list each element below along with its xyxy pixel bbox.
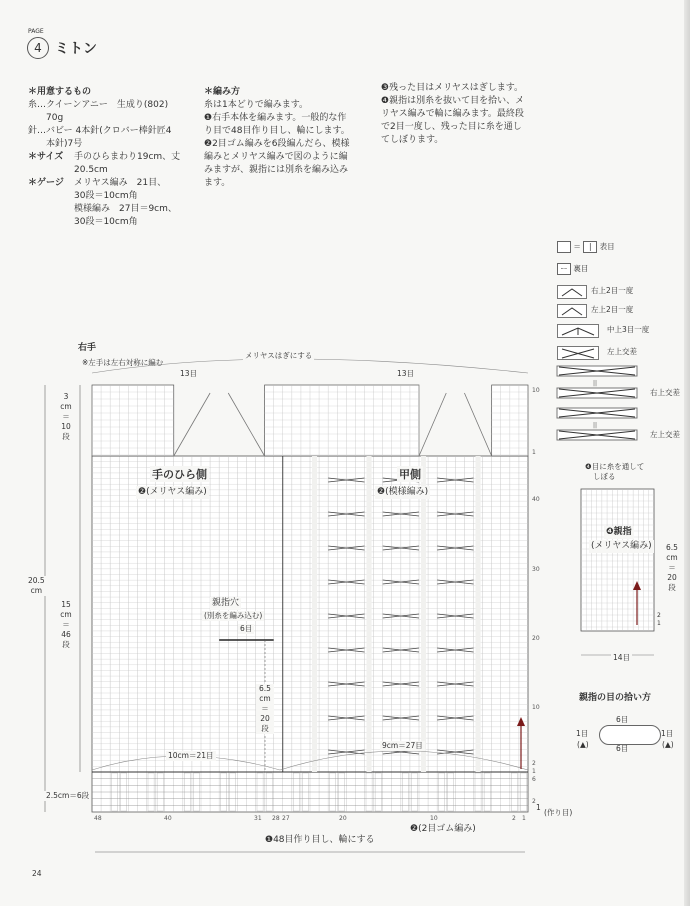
top-right-count: 13目 bbox=[397, 369, 415, 378]
bottom-ticks bbox=[94, 815, 534, 825]
palm-width: 10cm＝21目 bbox=[168, 751, 214, 760]
thumb-tick-bottom: 1 bbox=[657, 620, 661, 627]
legend-knit bbox=[557, 240, 615, 254]
dim-eq: ＝ bbox=[668, 563, 676, 572]
right-decrease-icon bbox=[557, 285, 587, 299]
back-title: 甲側 bbox=[399, 468, 421, 481]
decrease-line bbox=[464, 393, 491, 456]
top-finish-label: メリヤスはぎにする bbox=[245, 351, 313, 360]
page-label: PAGE bbox=[28, 28, 44, 35]
total-length-value: 20.5 bbox=[28, 576, 45, 585]
instructions-block-2 bbox=[381, 82, 551, 147]
size-line: 20.5cm bbox=[74, 165, 108, 175]
tick-label: 48 bbox=[94, 815, 102, 822]
top-left-count: 13目 bbox=[180, 369, 198, 378]
tick-label: 2 bbox=[532, 760, 536, 767]
pickup-right-mark: (▲) bbox=[662, 740, 674, 749]
pickup-oval bbox=[599, 725, 661, 745]
materials-line: 糸…クイーンアニー 生成り(802) bbox=[28, 100, 169, 110]
instruction-line: てしぼります。 bbox=[381, 135, 444, 145]
dim-rows: 46 bbox=[61, 630, 71, 639]
size-label: ＊サイズ bbox=[28, 152, 64, 162]
legend-purl bbox=[557, 262, 588, 276]
legend-item bbox=[557, 345, 677, 359]
instruction-line: で2目一度し、残った目に糸を通し bbox=[381, 122, 522, 132]
legend-knit-label: 表目 bbox=[599, 242, 615, 251]
legend-item bbox=[557, 284, 677, 298]
tick-label: 10 bbox=[532, 704, 540, 711]
materials-line: 70g bbox=[46, 113, 64, 123]
pickup-top: 6目 bbox=[616, 715, 629, 724]
thumb-note-line: しぼる bbox=[593, 472, 616, 481]
pickup-left-mark: (▲) bbox=[577, 740, 589, 749]
svg-text:||: || bbox=[592, 422, 598, 429]
dim-value: 3 bbox=[63, 392, 69, 401]
page-number: 24 bbox=[32, 869, 42, 878]
tick-label: 1 bbox=[532, 768, 536, 775]
cross-icon bbox=[557, 346, 599, 360]
thumb-length-unit: cm bbox=[259, 694, 271, 703]
hand-note: ※左手は左右対称に編む bbox=[82, 358, 164, 367]
purl-column bbox=[476, 456, 481, 772]
legend-equals: ＝ bbox=[573, 242, 581, 251]
top-height-dim bbox=[57, 392, 75, 442]
dim-eq: ＝ bbox=[62, 620, 70, 629]
dim-value: 6.5 bbox=[666, 543, 678, 552]
tower-left bbox=[92, 385, 174, 456]
tick-label: 1 bbox=[532, 449, 536, 456]
dim-unit: cm bbox=[60, 402, 72, 411]
decrease-line bbox=[228, 393, 264, 456]
legend-item-label: 中上3目一度 bbox=[607, 325, 650, 334]
pickup-bottom: 6目 bbox=[616, 744, 629, 753]
gauge-line: 30段＝10cm角 bbox=[74, 191, 138, 201]
tick-label: 30 bbox=[532, 566, 540, 573]
thumb-hole-sub: (別糸を編み込む) bbox=[204, 611, 263, 620]
tick-label: 20 bbox=[532, 635, 540, 642]
purl-column bbox=[367, 456, 372, 772]
gauge-line: 30段＝10cm角 bbox=[74, 217, 138, 227]
instruction-line: 編みとメリヤス編みで図のように編 bbox=[204, 152, 348, 162]
tick-label: 31 bbox=[254, 815, 262, 822]
palm-title: 手のひら側 bbox=[152, 468, 207, 481]
legend-item bbox=[557, 303, 677, 317]
total-length-unit: cm bbox=[30, 586, 43, 595]
purl-symbol: ー bbox=[557, 263, 571, 275]
size-line: 手のひらまわり19cm、丈 bbox=[74, 152, 181, 162]
dim-unit: cm bbox=[666, 553, 678, 562]
tick-label: 40 bbox=[532, 496, 540, 503]
tick-label: 1 bbox=[522, 815, 526, 822]
tick-label: 28 bbox=[272, 815, 280, 822]
instruction-line: ❶右手本体を編みます。一般的な作 bbox=[204, 113, 347, 123]
thumb-note-line: ❹目に糸を通して bbox=[585, 462, 645, 471]
legend-item-label: 左上交差 bbox=[607, 347, 637, 356]
dim-rows-unit: 段 bbox=[668, 583, 676, 592]
tower-middle bbox=[265, 385, 419, 456]
instruction-line: リヤス編みで輪に編みます。最終段 bbox=[381, 109, 524, 119]
instructions-block bbox=[204, 86, 374, 190]
svg-text:||: || bbox=[592, 380, 598, 387]
knit-symbol: | bbox=[583, 241, 597, 253]
rib-height-dim: 2.5cm＝6段 bbox=[46, 791, 90, 800]
thumb-note bbox=[585, 462, 685, 482]
cast-on-mark-num: 1 bbox=[536, 803, 541, 812]
cast-on-label: ❶48目作り目し、輪にする bbox=[265, 835, 375, 845]
instruction-line: ❹親指は別糸を抜いて目を拾い、メ bbox=[381, 96, 525, 106]
cable-left-label: 左上交差 bbox=[650, 430, 680, 439]
thumb-length-cm: 6.5 bbox=[259, 684, 271, 693]
instruction-line: 糸は1本どりで編みます。 bbox=[204, 100, 309, 110]
tick-label: 20 bbox=[339, 815, 347, 822]
triangle-icon: ▲ bbox=[664, 740, 671, 749]
left-decrease-icon bbox=[557, 304, 587, 318]
materials-line: 本針)7号 bbox=[46, 139, 83, 149]
tick-label: 2 bbox=[532, 798, 536, 805]
decrease-line bbox=[174, 393, 210, 456]
triangle-icon: ▲ bbox=[579, 740, 586, 749]
decrease-line bbox=[419, 393, 446, 456]
tick-label: 6 bbox=[532, 776, 536, 783]
tick-label: 10 bbox=[430, 815, 438, 822]
body-height-dim bbox=[57, 600, 75, 650]
blank-cell-icon bbox=[557, 241, 571, 253]
dim-eq: ＝ bbox=[62, 412, 70, 421]
thumb-tick-top: 2 bbox=[657, 612, 661, 619]
instruction-line: ❷2目ゴム編みを6段編んだら、模様 bbox=[204, 139, 350, 149]
legend-item-label: 右上2目一度 bbox=[591, 286, 634, 295]
pickup-left: 1目 bbox=[576, 729, 589, 738]
back-sub: ❷(模様編み) bbox=[377, 487, 429, 497]
thumb-length-label bbox=[256, 684, 274, 734]
legend-item-label: 左上2目一度 bbox=[591, 305, 634, 314]
right-ticks bbox=[532, 380, 546, 810]
instructions-heading: ＊編み方 bbox=[204, 87, 241, 97]
dim-unit: cm bbox=[60, 610, 72, 619]
gauge-line: 模様編み 27目＝9cm、 bbox=[74, 204, 177, 214]
legend-item bbox=[557, 323, 677, 337]
thumb-sub: (メリヤス編み) bbox=[591, 541, 652, 551]
pattern-number: 4 bbox=[27, 37, 49, 59]
instruction-line: みますが、親指には別糸を編み込み bbox=[204, 165, 349, 175]
materials-heading: ＊用意するもの bbox=[28, 87, 92, 97]
tick-label: 10 bbox=[532, 387, 540, 394]
instruction-line: ❸残った目はメリヤスはぎします。 bbox=[381, 83, 523, 93]
dim-rows-unit: 段 bbox=[62, 640, 70, 649]
materials-line: 針…バビー 4本針(クロバー棒針匠4 bbox=[28, 126, 172, 136]
thumb-hole-count: 6目 bbox=[240, 624, 253, 633]
instruction-line: ます。 bbox=[204, 178, 231, 188]
center-decrease-icon bbox=[557, 324, 599, 338]
thumb-length-rows: 20 bbox=[260, 714, 270, 723]
cast-on-mark: (作り目) bbox=[544, 808, 573, 817]
pickup-title: 親指の目の拾い方 bbox=[579, 693, 652, 703]
finish-curve bbox=[92, 359, 528, 373]
thumb-title: ❹親指 bbox=[606, 527, 632, 537]
rib-label: ❷(2目ゴム編み) bbox=[410, 824, 476, 834]
dim-rows-unit: 段 bbox=[62, 432, 70, 441]
cable-right-label: 右上交差 bbox=[650, 388, 680, 397]
pickup-right: 1目 bbox=[661, 729, 674, 738]
back-width: 9cm＝27目 bbox=[382, 741, 423, 750]
purl-column bbox=[312, 456, 317, 772]
legend-purl-label: 裏目 bbox=[573, 264, 589, 273]
gauge-label: ＊ゲージ bbox=[28, 178, 64, 188]
gauge-line: メリヤス編み 21目、 bbox=[74, 178, 167, 188]
thumb-length-eq: ＝ bbox=[261, 704, 269, 713]
page-title: ミトン bbox=[55, 41, 97, 57]
dim-rows: 20 bbox=[667, 573, 677, 582]
hand-label: 右手 bbox=[78, 343, 97, 353]
knitting-chart bbox=[0, 340, 550, 860]
purl-column bbox=[421, 456, 426, 772]
tick-label: 27 bbox=[282, 815, 290, 822]
thumb-length-dim bbox=[664, 543, 680, 593]
instruction-line: り目で48目作り目し、輪にします。 bbox=[204, 126, 350, 136]
dim-value: 15 bbox=[61, 600, 71, 609]
thumb-hole-label: 親指穴 bbox=[212, 598, 240, 608]
total-length-dim bbox=[26, 576, 47, 596]
dim-rows: 10 bbox=[61, 422, 71, 431]
tick-label: 40 bbox=[164, 815, 172, 822]
palm-sub: ❷(メリヤス編み) bbox=[138, 487, 207, 497]
materials-block bbox=[28, 86, 198, 229]
thumb-length-rows-unit: 段 bbox=[261, 724, 269, 733]
tick-label: 2 bbox=[512, 815, 516, 822]
thumb-width: 14目 bbox=[613, 653, 631, 662]
page-spine-shadow bbox=[684, 0, 690, 906]
